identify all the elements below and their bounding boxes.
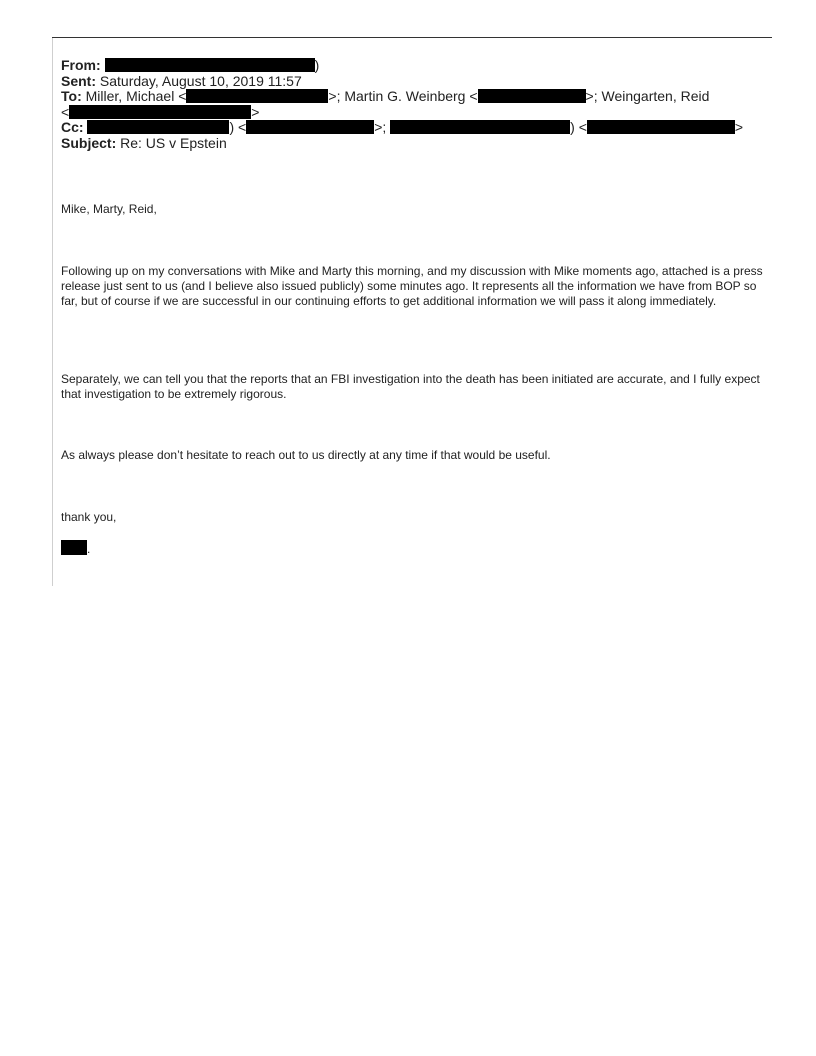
redaction-block	[61, 540, 87, 555]
cc-label: Cc:	[61, 119, 84, 135]
subject-line	[61, 136, 771, 152]
to-line	[61, 89, 771, 105]
redaction-block	[390, 120, 570, 134]
paragraph-3: As always please don’t hesitate to reach out to us directly at any time if that would be useful.	[61, 448, 551, 462]
from-label: From:	[61, 57, 101, 73]
email-header	[61, 58, 771, 151]
to-recipient-2: >; Martin G. Weinberg <	[328, 88, 478, 104]
sent-label: Sent:	[61, 72, 96, 89]
to-label: To:	[61, 88, 82, 104]
paragraph-1: Following up on my conversations with Mike and Marty this morning, and my discussion with Mike moments ago, attached is a press release just sent to us (and I believe also issued publicly) some minutes ago. It represents all the information we have from BOP so far, but of course if we are successful in our continuing efforts to get additional information we will pass it along immediately.	[61, 264, 763, 308]
sent-value: Saturday, August 10, 2019 11:57	[99, 72, 302, 89]
from-suffix: )	[314, 57, 320, 73]
top-rule	[52, 37, 772, 38]
paragraph-2: Separately, we can tell you that the reports that an FBI investigation into the death has been initiated are accurate, and I fully expect that investigation to be extremely rigorous.	[61, 372, 760, 401]
from-line	[61, 58, 771, 74]
to-continuation-close: >	[251, 103, 260, 120]
redaction-block	[105, 58, 315, 72]
closing: thank you,	[61, 510, 117, 524]
cc-separator-2: >;	[374, 119, 387, 135]
signature	[61, 540, 90, 557]
greeting: Mike, Marty, Reid,	[61, 202, 157, 216]
cc-separator-3: ) <	[570, 119, 587, 135]
redaction-block	[186, 89, 328, 103]
cc-separator-4: >	[734, 119, 744, 135]
cc-separator-1: ) <	[229, 119, 247, 135]
redaction-block	[87, 120, 229, 134]
to-recipient-1: Miller, Michael <	[85, 88, 187, 104]
sent-line	[61, 74, 771, 90]
signature-suffix: .	[87, 542, 91, 556]
quote-bar	[52, 38, 53, 586]
redaction-block	[69, 105, 251, 119]
redaction-block	[246, 120, 374, 134]
redaction-block	[478, 89, 586, 103]
to-continuation-line	[61, 105, 771, 121]
to-continuation-open: <	[61, 103, 70, 120]
subject-label: Subject:	[61, 134, 117, 151]
subject-value: Re: US v Epstein	[120, 134, 227, 151]
redaction-block	[587, 120, 735, 134]
to-recipient-3: >; Weingarten, Reid	[585, 88, 710, 104]
cc-line	[61, 120, 771, 136]
